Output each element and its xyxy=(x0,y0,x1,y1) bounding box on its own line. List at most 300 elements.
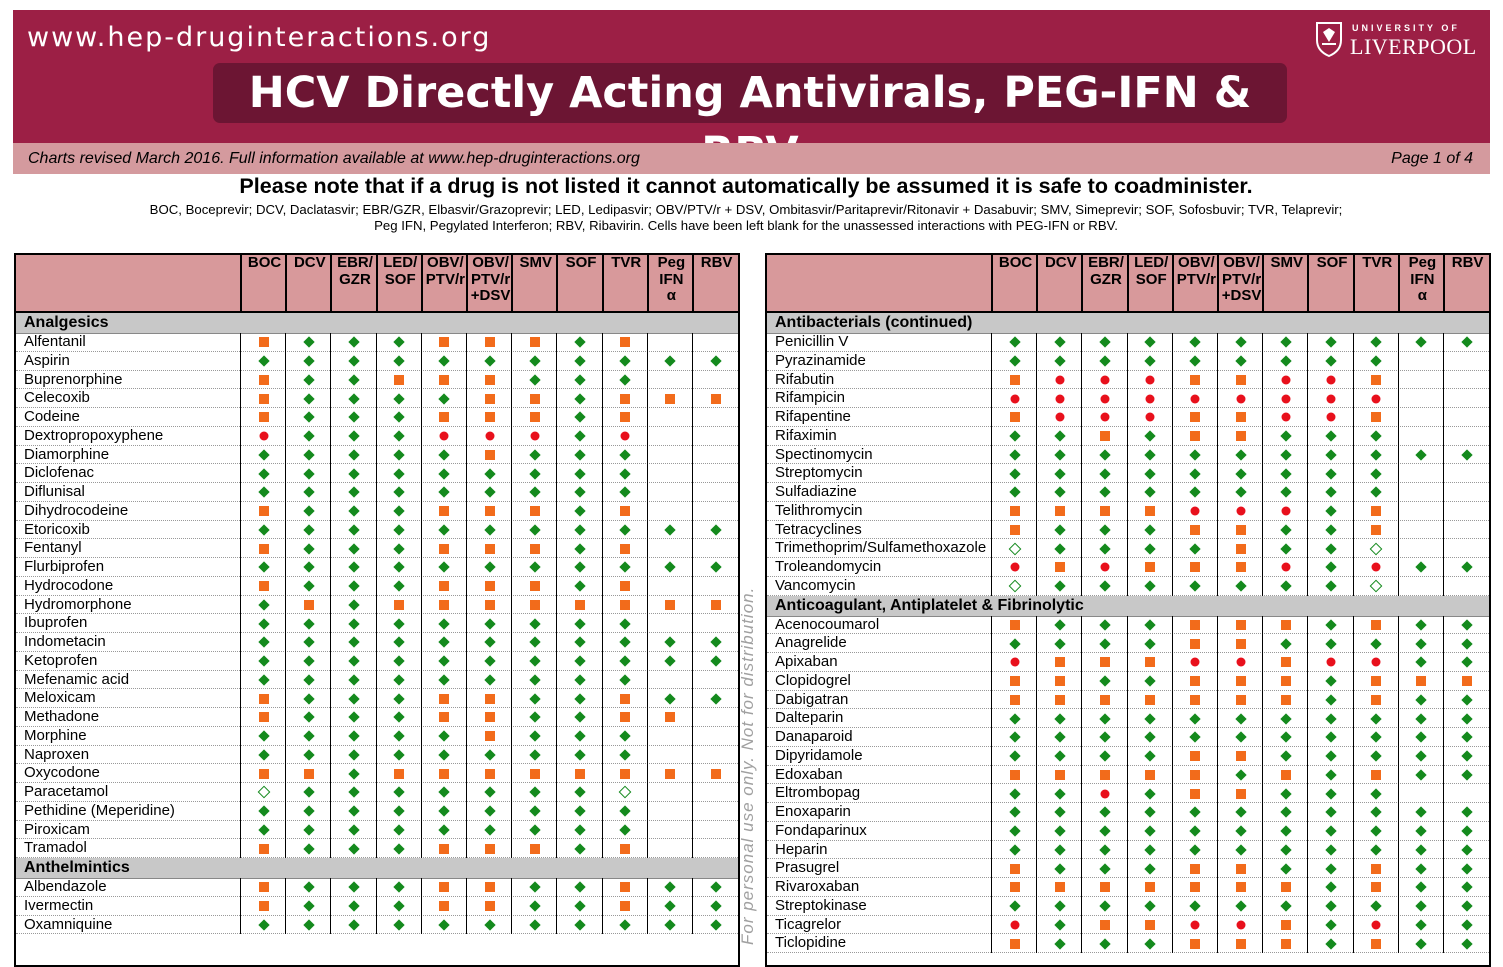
drug-name: Oxamniquine xyxy=(24,915,113,933)
interaction-cell xyxy=(692,371,738,390)
green-diamond-icon xyxy=(1461,732,1472,743)
green-diamond-icon xyxy=(394,355,405,366)
drug-name: Dextropropoxyphene xyxy=(24,426,164,444)
green-diamond-icon xyxy=(303,524,314,535)
interaction-cell xyxy=(1262,389,1308,408)
green-diamond-icon xyxy=(710,355,721,366)
interaction-cell xyxy=(1217,803,1263,822)
green-diamond-icon xyxy=(710,655,721,666)
red-circle-icon xyxy=(1236,507,1245,516)
green-diamond-icon xyxy=(258,824,269,835)
amber-square-icon xyxy=(439,375,449,385)
interaction-cell xyxy=(285,483,331,502)
green-diamond-icon xyxy=(1325,487,1336,498)
column-header xyxy=(602,255,649,311)
interaction-cell xyxy=(1172,784,1218,803)
interaction-cell xyxy=(1353,333,1399,352)
green-diamond-icon xyxy=(303,580,314,591)
interaction-cell xyxy=(991,728,1037,747)
interaction-cell xyxy=(1081,766,1127,785)
drug-name: Ticlopidine xyxy=(775,934,847,952)
green-diamond-icon xyxy=(394,919,405,930)
green-diamond-icon xyxy=(1054,543,1065,554)
interaction-cell xyxy=(1036,653,1082,672)
amber-square-icon xyxy=(485,731,495,741)
interaction-cell xyxy=(376,371,422,390)
amber-square-icon xyxy=(485,600,495,610)
page-title: HCV Directly Acting Antivirals, PEG-IFN & xyxy=(213,63,1287,123)
column-header-line: PTV/r xyxy=(471,270,511,288)
interaction-cell xyxy=(1353,427,1399,446)
interaction-cell xyxy=(1172,709,1218,728)
logo-big-text: LIVERPOOL xyxy=(1350,34,1477,59)
interaction-cell xyxy=(466,333,512,352)
interaction-cell xyxy=(1081,483,1127,502)
green-diamond-icon xyxy=(303,430,314,441)
interaction-cell xyxy=(1036,427,1082,446)
green-diamond-icon xyxy=(1280,468,1291,479)
amber-square-icon xyxy=(304,769,314,779)
green-diamond-icon xyxy=(258,674,269,685)
interaction-cell xyxy=(602,839,648,858)
amber-square-icon xyxy=(530,506,540,516)
interaction-cell xyxy=(1036,784,1082,803)
green-diamond-icon xyxy=(1145,543,1156,554)
green-diamond-icon xyxy=(1371,750,1382,761)
green-diamond-icon xyxy=(574,580,585,591)
column-header-line: +DSV xyxy=(1221,287,1262,304)
green-diamond-icon xyxy=(1461,638,1472,649)
green-diamond-icon xyxy=(1099,524,1110,535)
green-diamond-icon xyxy=(574,355,585,366)
green-diamond-icon xyxy=(529,749,540,760)
interaction-cell xyxy=(240,727,286,746)
amber-square-icon xyxy=(259,769,269,779)
interaction-cell xyxy=(1081,634,1127,653)
drug-name: Rivaroxaban xyxy=(775,878,860,895)
green-diamond-icon xyxy=(1325,505,1336,516)
amber-square-icon xyxy=(259,506,269,516)
interaction-cell xyxy=(421,633,467,652)
interaction-cell xyxy=(991,521,1037,540)
amber-square-icon xyxy=(439,412,449,422)
green-diamond-icon xyxy=(1416,900,1427,911)
interaction-cell xyxy=(556,333,602,352)
green-diamond-icon xyxy=(394,882,405,893)
green-diamond-icon xyxy=(394,468,405,479)
column-header xyxy=(1127,255,1174,311)
green-diamond-icon xyxy=(394,524,405,535)
interaction-cell xyxy=(602,577,648,596)
interaction-cell xyxy=(1172,408,1218,427)
amber-square-icon xyxy=(1236,789,1246,799)
interaction-cell xyxy=(511,577,557,596)
green-diamond-icon xyxy=(1145,619,1156,630)
green-diamond-icon xyxy=(258,618,269,629)
interaction-cell xyxy=(647,708,693,727)
interaction-cell xyxy=(511,352,557,371)
interaction-cell xyxy=(466,783,512,802)
column-header-line: PTV/r xyxy=(425,270,465,288)
amber-square-icon xyxy=(620,769,630,779)
green-diamond-icon xyxy=(529,468,540,479)
amber-square-icon xyxy=(485,901,495,911)
interaction-cell xyxy=(330,633,376,652)
interaction-cell xyxy=(240,708,286,727)
drug-name: Dipyridamole xyxy=(775,746,863,764)
green-diamond-icon xyxy=(1325,694,1336,705)
interaction-cell xyxy=(421,897,467,916)
amber-square-icon xyxy=(620,412,630,422)
interaction-cell xyxy=(1127,859,1173,878)
interaction-cell xyxy=(1217,483,1263,502)
green-diamond-icon xyxy=(303,393,314,404)
drug-name: Aspirin xyxy=(24,351,70,369)
column-header-line: SMV xyxy=(519,254,553,271)
green-diamond-icon xyxy=(439,562,450,573)
amber-square-icon xyxy=(304,600,314,610)
table-row xyxy=(767,672,1489,691)
open-diamond-icon xyxy=(1370,580,1383,593)
green-diamond-icon xyxy=(1054,863,1065,874)
table-row xyxy=(16,746,738,765)
drug-name: Diflunisal xyxy=(24,483,85,500)
interaction-cell xyxy=(421,333,467,352)
interaction-cell xyxy=(1081,841,1127,860)
interaction-cell xyxy=(376,802,422,821)
table-row xyxy=(767,427,1489,446)
green-diamond-icon xyxy=(574,655,585,666)
green-diamond-icon xyxy=(1190,732,1201,743)
interaction-cell xyxy=(1398,784,1444,803)
interaction-cell xyxy=(511,596,557,615)
interaction-cell xyxy=(1217,766,1263,785)
interaction-cell xyxy=(466,821,512,840)
green-diamond-icon xyxy=(258,355,269,366)
interaction-cell xyxy=(421,746,467,765)
amber-square-icon xyxy=(1236,882,1246,892)
interaction-cell xyxy=(1081,408,1127,427)
green-diamond-icon xyxy=(348,787,359,798)
interaction-cell xyxy=(421,502,467,521)
green-diamond-icon xyxy=(1145,825,1156,836)
amber-square-icon xyxy=(1010,882,1020,892)
interaction-cell xyxy=(466,539,512,558)
amber-square-icon xyxy=(259,544,269,554)
green-diamond-icon xyxy=(620,674,631,685)
green-diamond-icon xyxy=(394,505,405,516)
green-diamond-icon xyxy=(1009,807,1020,818)
interaction-cell xyxy=(1217,653,1263,672)
amber-square-icon xyxy=(1055,882,1065,892)
interaction-cell xyxy=(1081,371,1127,390)
interaction-cell xyxy=(1172,352,1218,371)
green-diamond-icon xyxy=(1009,355,1020,366)
green-diamond-icon xyxy=(394,618,405,629)
green-diamond-icon xyxy=(1190,807,1201,818)
green-diamond-icon xyxy=(1461,713,1472,724)
interaction-cell xyxy=(511,878,557,897)
interaction-cell xyxy=(330,878,376,897)
amber-square-icon xyxy=(1100,882,1110,892)
interaction-cell xyxy=(376,652,422,671)
red-circle-icon xyxy=(1326,413,1335,422)
green-diamond-icon xyxy=(1190,543,1201,554)
table-row xyxy=(767,483,1489,502)
amber-square-icon xyxy=(575,769,585,779)
interaction-cell xyxy=(1081,728,1127,747)
amber-square-icon xyxy=(1190,695,1200,705)
interaction-cell xyxy=(1081,803,1127,822)
interaction-cell xyxy=(1443,371,1489,390)
green-diamond-icon xyxy=(620,730,631,741)
interaction-cell xyxy=(1307,616,1353,635)
interaction-cell xyxy=(1081,878,1127,897)
amber-square-icon xyxy=(1190,882,1200,892)
amber-square-icon xyxy=(1010,695,1020,705)
table-row xyxy=(16,839,738,858)
green-diamond-icon xyxy=(1280,750,1291,761)
interaction-cell xyxy=(692,916,738,935)
interaction-cell xyxy=(376,671,422,690)
drug-name: Vancomycin xyxy=(775,576,856,594)
green-diamond-icon xyxy=(1461,562,1472,573)
green-diamond-icon xyxy=(348,730,359,741)
interaction-cell xyxy=(556,689,602,708)
red-circle-icon xyxy=(1191,394,1200,403)
interaction-cell xyxy=(1443,916,1489,935)
interaction-cell xyxy=(1081,859,1127,878)
interaction-cell xyxy=(1398,408,1444,427)
interaction-cell xyxy=(511,521,557,540)
amber-square-icon xyxy=(485,712,495,722)
interaction-cell xyxy=(376,483,422,502)
interaction-cell xyxy=(647,464,693,483)
amber-square-icon xyxy=(439,544,449,554)
amber-square-icon xyxy=(485,337,495,347)
interaction-cell xyxy=(1398,859,1444,878)
interaction-cell xyxy=(991,389,1037,408)
interaction-cell xyxy=(692,577,738,596)
interaction-cell xyxy=(421,671,467,690)
green-diamond-icon xyxy=(439,468,450,479)
green-diamond-icon xyxy=(439,487,450,498)
amber-square-icon xyxy=(259,394,269,404)
green-diamond-icon xyxy=(303,919,314,930)
green-diamond-icon xyxy=(529,693,540,704)
interaction-cell xyxy=(692,727,738,746)
interaction-cell xyxy=(1036,803,1082,822)
interaction-cell xyxy=(692,614,738,633)
table-row xyxy=(767,691,1489,710)
interaction-cell xyxy=(1127,822,1173,841)
amber-square-icon xyxy=(620,844,630,854)
interaction-cell xyxy=(240,652,286,671)
green-diamond-icon xyxy=(439,449,450,460)
green-diamond-icon xyxy=(1099,487,1110,498)
interaction-cell xyxy=(991,464,1037,483)
table-row xyxy=(16,821,738,840)
green-diamond-icon xyxy=(574,805,585,816)
amber-square-icon xyxy=(1236,525,1246,535)
green-diamond-icon xyxy=(1280,430,1291,441)
interaction-cell xyxy=(602,558,648,577)
green-diamond-icon xyxy=(348,768,359,779)
interaction-cell xyxy=(1443,558,1489,577)
column-header xyxy=(330,255,377,311)
interaction-cell xyxy=(1172,728,1218,747)
red-circle-icon xyxy=(1236,394,1245,403)
table-row xyxy=(16,727,738,746)
interaction-cell xyxy=(647,371,693,390)
green-diamond-icon xyxy=(620,618,631,629)
green-diamond-icon xyxy=(348,882,359,893)
interaction-cell xyxy=(376,839,422,858)
interaction-cell xyxy=(240,389,286,408)
green-diamond-icon xyxy=(1190,580,1201,591)
amber-square-icon xyxy=(1190,562,1200,572)
interaction-cell xyxy=(376,727,422,746)
interaction-cell xyxy=(556,746,602,765)
amber-square-icon xyxy=(439,694,449,704)
drug-name: Apixaban xyxy=(775,653,838,670)
amber-square-icon xyxy=(620,337,630,347)
drug-name: Etoricoxib xyxy=(24,520,90,538)
interaction-cell xyxy=(376,897,422,916)
green-diamond-icon xyxy=(1461,882,1472,893)
green-diamond-icon xyxy=(303,337,314,348)
green-diamond-icon xyxy=(348,805,359,816)
interaction-cell xyxy=(240,671,286,690)
green-diamond-icon xyxy=(1009,638,1020,649)
interaction-cell xyxy=(602,652,648,671)
interaction-cell xyxy=(647,671,693,690)
green-diamond-icon xyxy=(258,637,269,648)
interaction-cell xyxy=(240,746,286,765)
green-diamond-icon xyxy=(620,805,631,816)
interaction-cell xyxy=(511,558,557,577)
drug-name: Fondaparinux xyxy=(775,821,867,839)
interaction-cell xyxy=(285,427,331,446)
green-diamond-icon xyxy=(258,562,269,573)
green-diamond-icon xyxy=(1325,449,1336,460)
amber-square-icon xyxy=(1190,525,1200,535)
amber-square-icon xyxy=(530,769,540,779)
interaction-cell xyxy=(1398,822,1444,841)
interaction-cell xyxy=(285,727,331,746)
green-diamond-icon xyxy=(529,562,540,573)
green-diamond-icon xyxy=(1461,449,1472,460)
green-diamond-icon xyxy=(1461,769,1472,780)
amber-square-icon xyxy=(1100,920,1110,930)
interaction-cell xyxy=(991,841,1037,860)
green-diamond-icon xyxy=(1054,750,1065,761)
interaction-cell xyxy=(421,371,467,390)
interaction-cell xyxy=(466,408,512,427)
interaction-cell xyxy=(1036,558,1082,577)
green-diamond-icon xyxy=(1190,713,1201,724)
interaction-cell xyxy=(376,464,422,483)
interaction-cell xyxy=(991,502,1037,521)
green-diamond-icon xyxy=(394,430,405,441)
column-header-line: OBV/ xyxy=(1178,254,1215,271)
abbreviation-line: BOC, Boceprevir; DCV, Daclatasvir; EBR/GZR, Elbasvir/Grazoprevir; LED, Ledipasvir; OBV/PTV/r + DSV, Ombitasvir/Paritaprevir/Ritonavir + Dasabuvir; SMV, Simeprevir; SOF, Sofosbuvir; TVR, Telaprevir; xyxy=(149,202,1343,217)
green-diamond-icon xyxy=(1054,900,1065,911)
amber-square-icon xyxy=(1190,770,1200,780)
interaction-cell xyxy=(1262,934,1308,953)
green-diamond-icon xyxy=(303,543,314,554)
green-diamond-icon xyxy=(348,468,359,479)
column-header-line: IFN xyxy=(659,270,684,288)
column-header-line: OBV/ xyxy=(1223,254,1260,271)
interaction-cell xyxy=(511,408,557,427)
interaction-cell xyxy=(556,878,602,897)
green-diamond-icon xyxy=(1280,543,1291,554)
drug-name: Edoxaban xyxy=(775,765,843,783)
amber-square-icon xyxy=(259,844,269,854)
column-header-line: GZR xyxy=(339,270,371,288)
green-diamond-icon xyxy=(620,637,631,648)
interaction-cell xyxy=(1036,934,1082,953)
interaction-cell xyxy=(556,633,602,652)
interaction-cell xyxy=(1307,483,1353,502)
interaction-cell xyxy=(1127,616,1173,635)
interaction-cell xyxy=(285,708,331,727)
interaction-cell xyxy=(285,521,331,540)
green-diamond-icon xyxy=(1190,355,1201,366)
red-circle-icon xyxy=(1191,920,1200,929)
interaction-cell xyxy=(1262,427,1308,446)
green-diamond-icon xyxy=(258,449,269,460)
green-diamond-icon xyxy=(574,843,585,854)
interaction-cell xyxy=(1081,691,1127,710)
interaction-cell xyxy=(1081,616,1127,635)
green-diamond-icon xyxy=(1371,468,1382,479)
amber-square-icon xyxy=(1145,920,1155,930)
interaction-cell xyxy=(602,802,648,821)
green-diamond-icon xyxy=(620,468,631,479)
interaction-cell xyxy=(602,408,648,427)
interaction-cell xyxy=(1081,446,1127,465)
interaction-cell xyxy=(330,897,376,916)
interaction-cell xyxy=(1353,634,1399,653)
interaction-cell xyxy=(1262,446,1308,465)
drug-name: Acenocoumarol xyxy=(775,615,880,633)
green-diamond-icon xyxy=(1325,750,1336,761)
column-header xyxy=(285,255,332,311)
amber-square-icon xyxy=(1100,431,1110,441)
red-circle-icon xyxy=(1100,394,1109,403)
interaction-cell xyxy=(511,783,557,802)
interaction-cell xyxy=(1262,747,1308,766)
drug-name: Ticagrelor xyxy=(775,915,842,933)
green-diamond-icon xyxy=(1280,449,1291,460)
amber-square-icon xyxy=(1100,657,1110,667)
interaction-cell xyxy=(466,502,512,521)
green-diamond-icon xyxy=(1280,580,1291,591)
green-diamond-icon xyxy=(1190,449,1201,460)
interaction-cell xyxy=(1307,709,1353,728)
table-row xyxy=(767,558,1489,577)
amber-square-icon xyxy=(1371,939,1381,949)
drug-name: Telithromycin xyxy=(775,501,863,519)
green-diamond-icon xyxy=(1371,355,1382,366)
green-diamond-icon xyxy=(394,655,405,666)
green-diamond-icon xyxy=(574,900,585,911)
green-diamond-icon xyxy=(258,655,269,666)
interaction-cell xyxy=(556,802,602,821)
interaction-cell xyxy=(511,333,557,352)
